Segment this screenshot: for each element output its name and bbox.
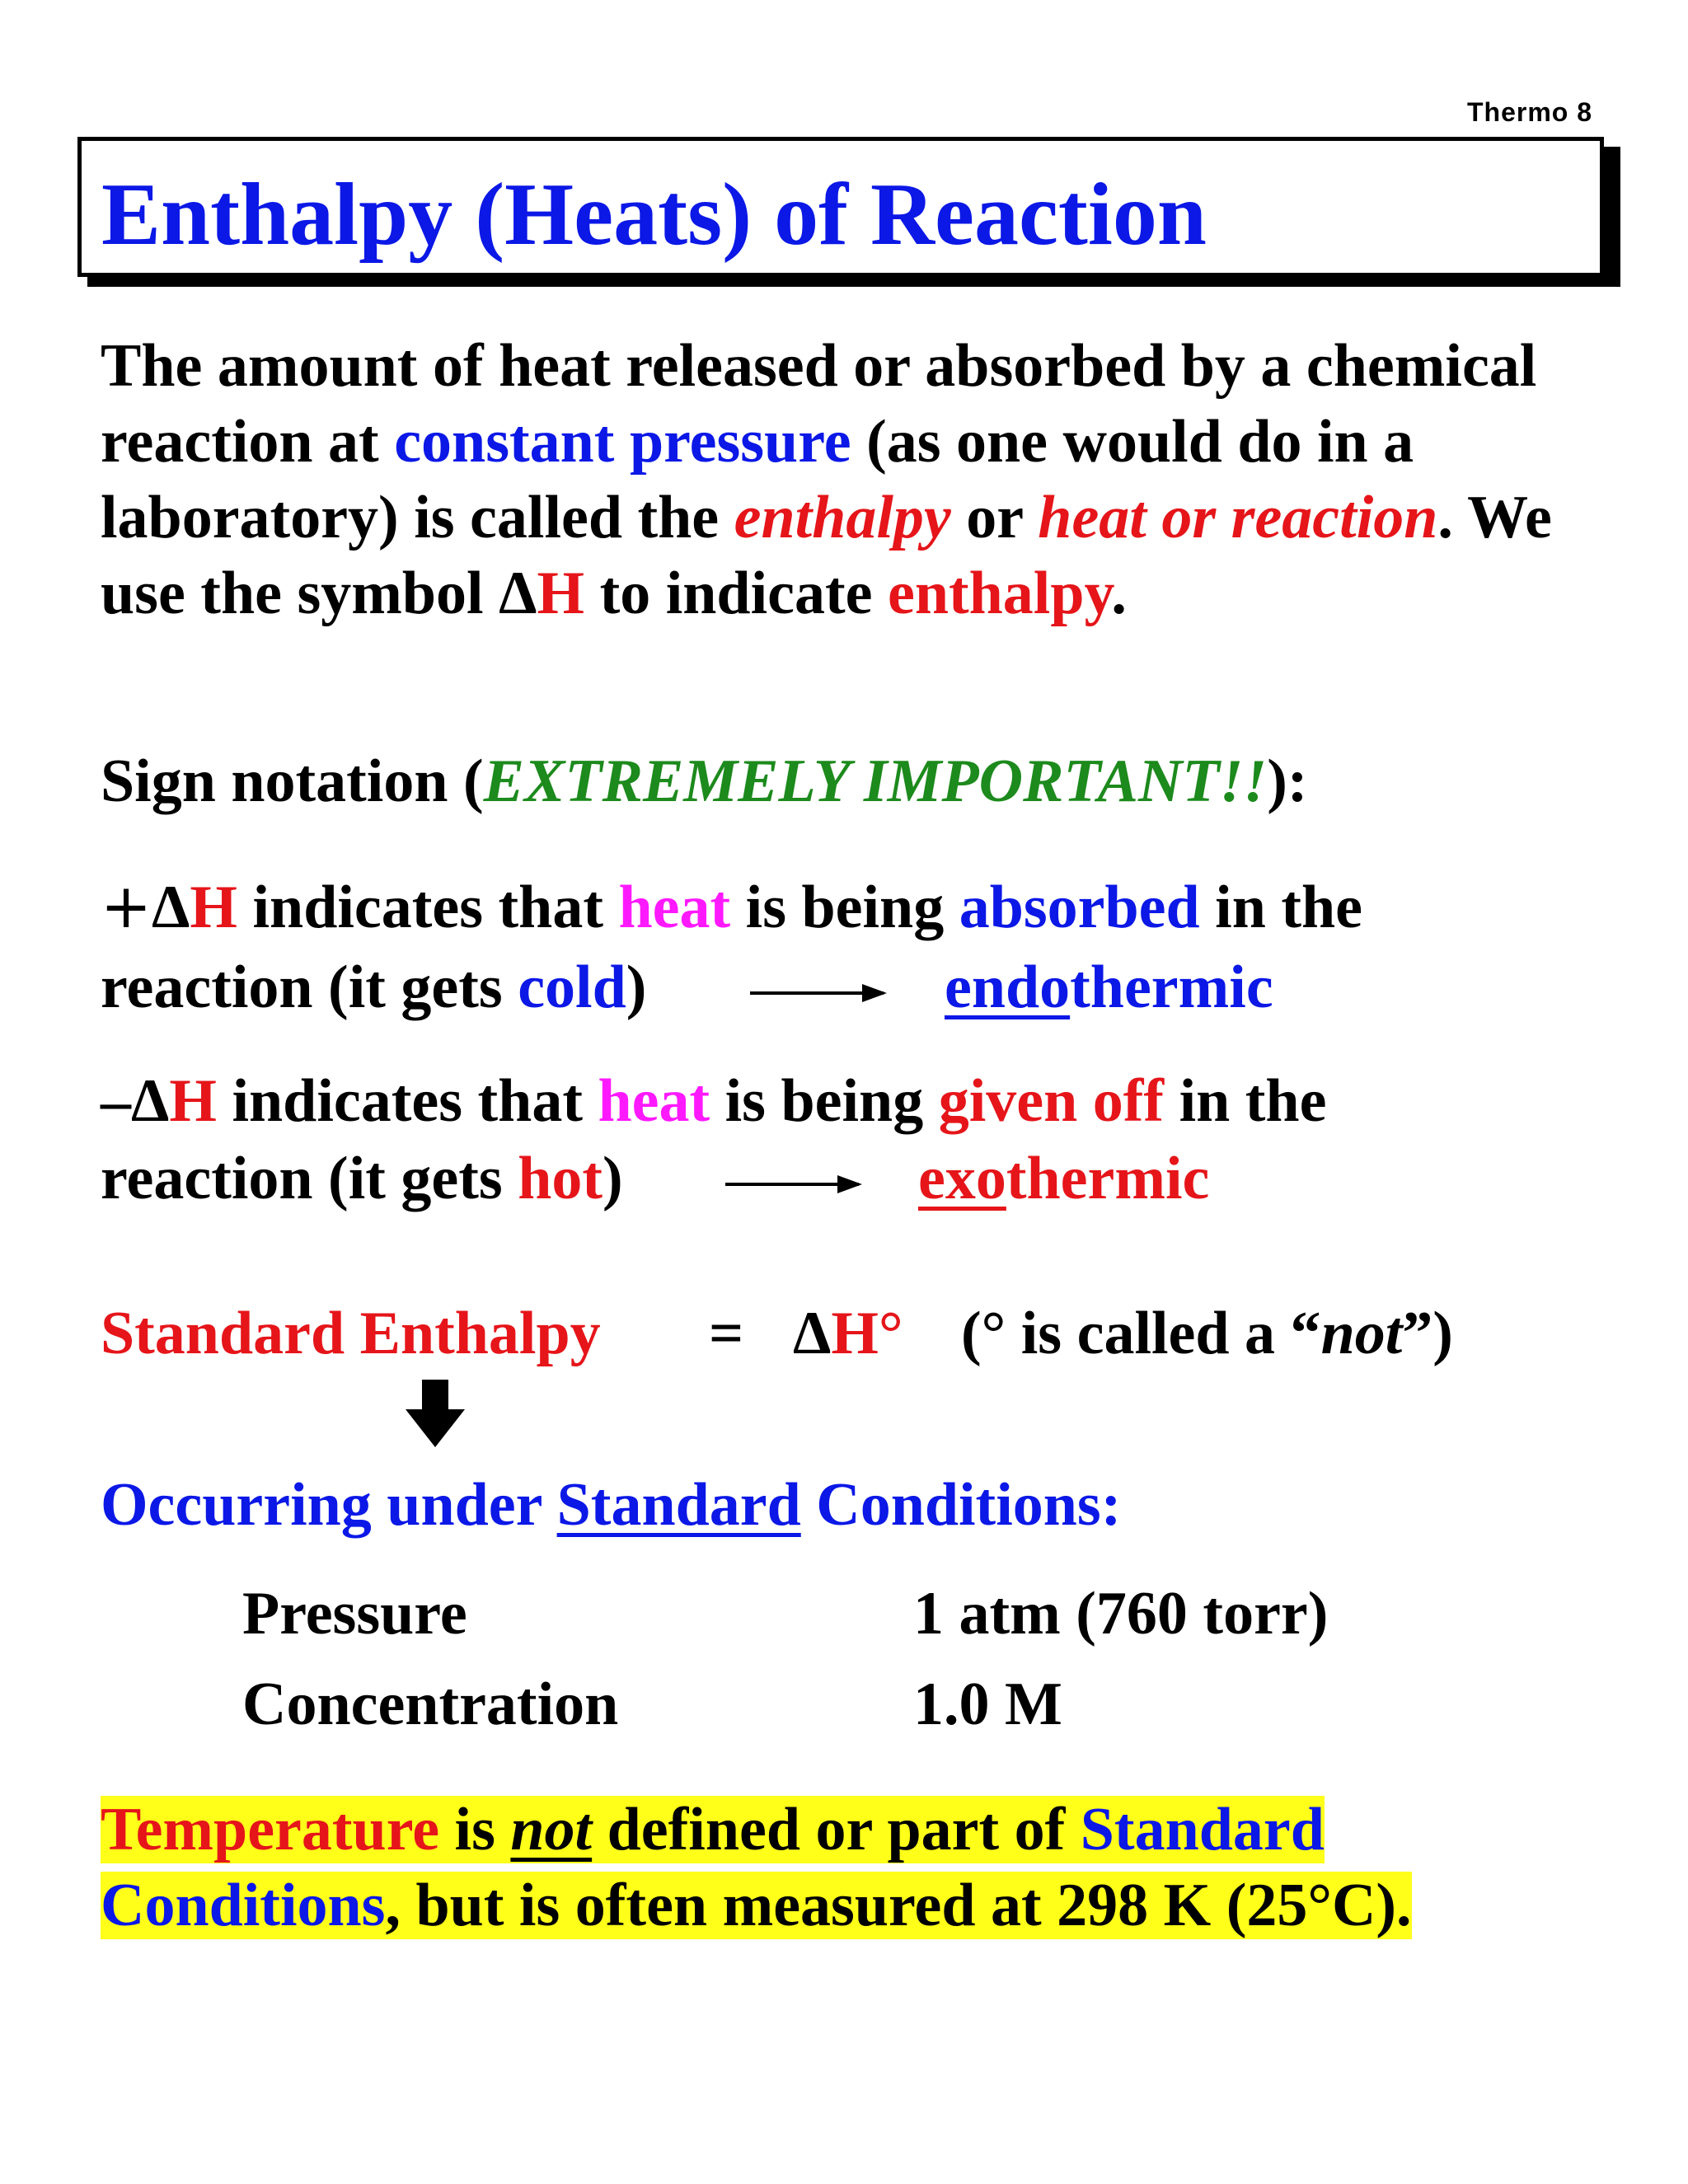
standard-enthalpy-label: Standard Enthalpy (101, 1300, 601, 1367)
page-label: Thermo 8 (1466, 97, 1592, 127)
delta-h-standard: ΔH° (793, 1300, 903, 1367)
condition-name: Concentration (242, 1671, 619, 1738)
cold-term: cold (518, 954, 626, 1021)
not-emphasis: not (510, 1796, 593, 1863)
extremely-important: EXTREMELY IMPORTANT!! (483, 748, 1268, 815)
constant-pressure-term: constant pressure (394, 408, 851, 476)
condition-name: Pressure (242, 1580, 467, 1647)
minus-reaction-line: reaction (it gets hot) (101, 1145, 623, 1212)
intro-paragraph: The amount of heat released or absorbed by a chemical reaction at constant pressure (as one would do in a laboratory) is called the enthalpy or heat or reaction. We use the symbol ΔH to indicate enthalpy. (101, 332, 1552, 627)
given-off-term: given off (938, 1067, 1165, 1135)
minus-delta-h-line: –ΔH indicates that heat is being given off in the (101, 1067, 1327, 1135)
plus-delta-h-line: +ΔH indicates that heat is being absorbed in the (101, 871, 1363, 942)
equals-sign: = (709, 1300, 744, 1367)
page-title: Enthalpy (Heats) of Reaction (101, 166, 1207, 264)
arrow-to-exothermic (725, 1183, 859, 1186)
temperature-note-line-1: Temperature is not defined or part of Standard (101, 1796, 1325, 1863)
hot-term: hot (518, 1145, 603, 1212)
heat-term-2: heat (598, 1067, 710, 1135)
arrow-to-endothermic (750, 991, 884, 995)
enthalpy-term: enthalpy (734, 484, 951, 551)
plus-reaction-line: reaction (it gets cold) (101, 954, 647, 1021)
not-note: (° is called a “not”) (961, 1300, 1453, 1367)
condition-value: 1 atm (760 torr) (913, 1580, 1329, 1647)
absorbed-term: absorbed (959, 874, 1200, 941)
heat-term: heat (618, 874, 731, 941)
title-box (77, 137, 1604, 277)
endothermic-term: endothermic (945, 954, 1273, 1021)
standard-conditions-heading: Occurring under Standard Conditions: (101, 1471, 1122, 1539)
down-arrow-icon (402, 1376, 468, 1451)
temperature-note-line-2: Conditions, but is often measured at 298 K (25°C). (101, 1872, 1412, 1939)
condition-value: 1.0 M (913, 1671, 1062, 1738)
enthalpy-term-end: enthalpy (887, 560, 1112, 627)
exothermic-term: exothermic (918, 1145, 1210, 1212)
sign-notation-heading: Sign notation (EXTREMELY IMPORTANT!!): (101, 748, 1308, 815)
heat-or-reaction-term: heat or reaction (1038, 484, 1438, 551)
temperature-term: Temperature (101, 1796, 440, 1863)
